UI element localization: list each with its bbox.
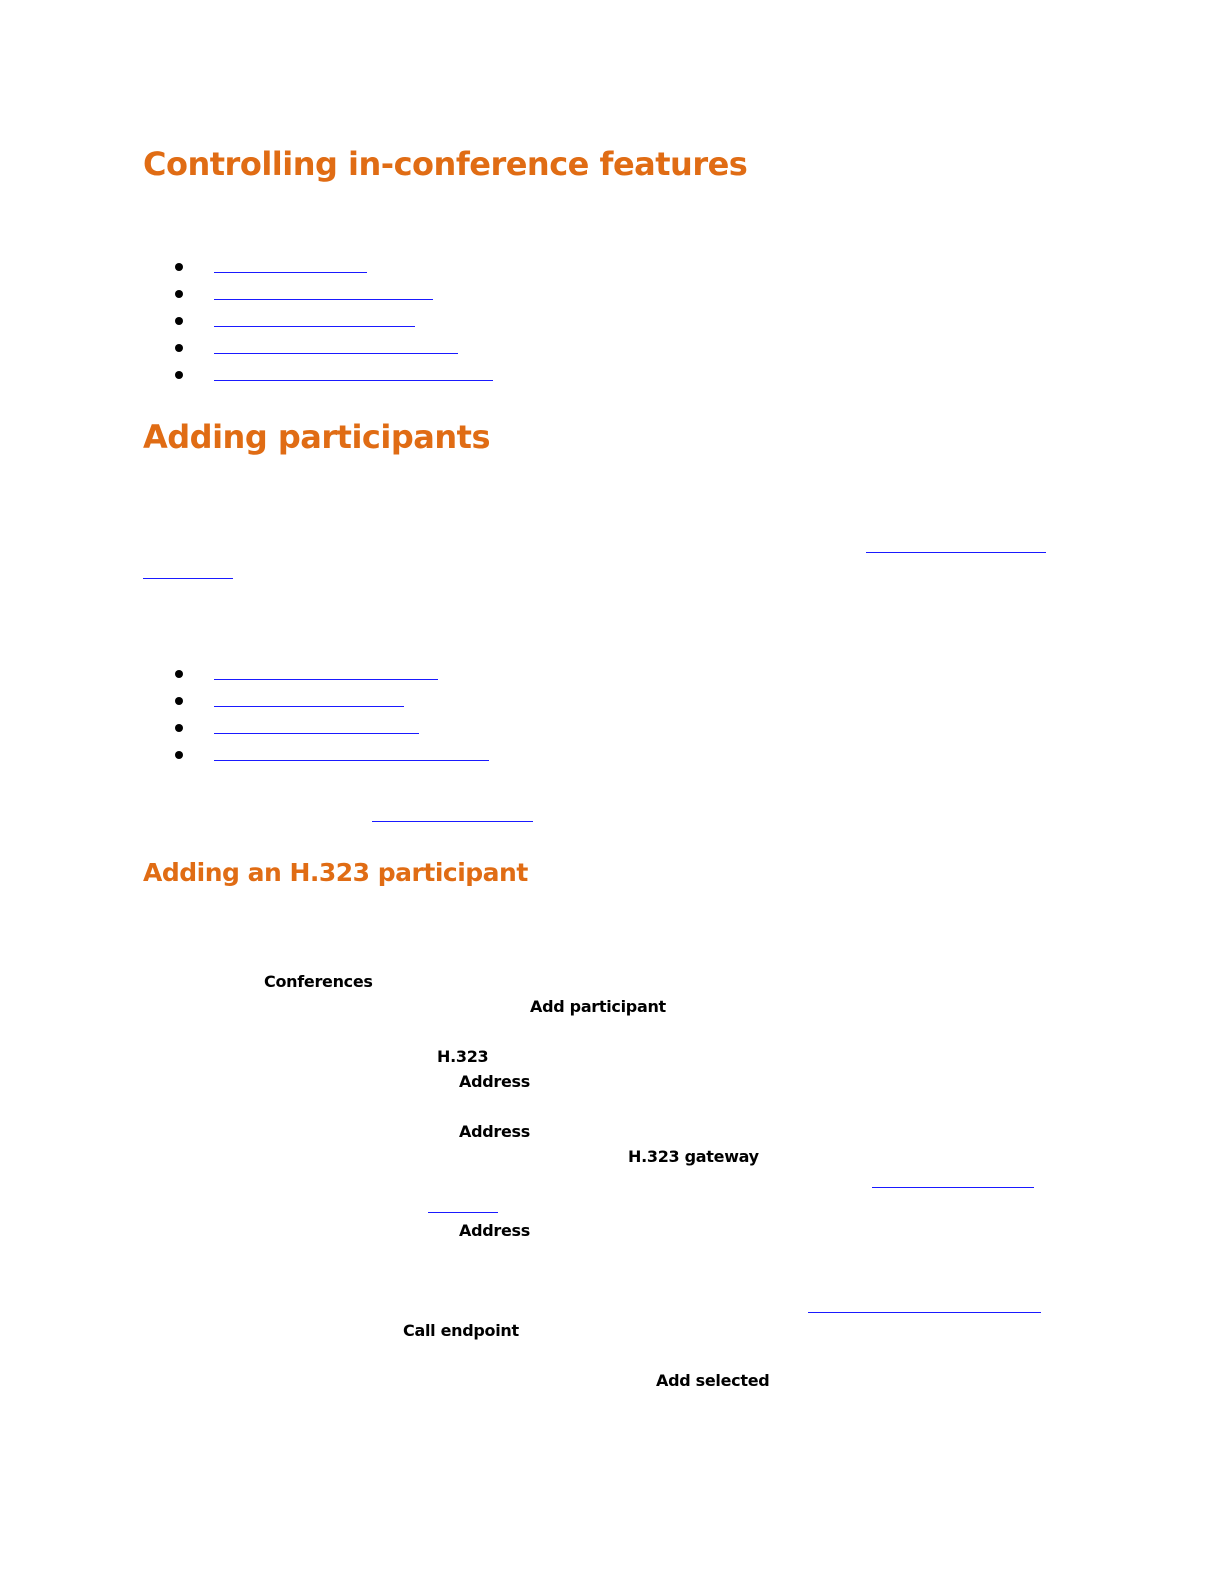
bullet-icon bbox=[175, 371, 183, 379]
toc-link-5[interactable] bbox=[214, 380, 493, 381]
bullet-icon bbox=[175, 344, 183, 352]
inline-link-1[interactable] bbox=[866, 552, 1046, 553]
label-address-2: Address bbox=[459, 1122, 530, 1141]
type-link-2[interactable] bbox=[214, 706, 404, 707]
bullet-icon bbox=[175, 290, 183, 298]
bullet-icon bbox=[175, 670, 183, 678]
bullet-icon bbox=[175, 697, 183, 705]
bullet-icon bbox=[175, 263, 183, 271]
page-title: Controlling in-conference features bbox=[143, 145, 748, 183]
inline-link-1-continued[interactable] bbox=[143, 578, 233, 579]
section-heading-adding-h323: Adding an H.323 participant bbox=[143, 858, 528, 887]
label-h323: H.323 bbox=[437, 1047, 489, 1066]
bullet-icon bbox=[175, 317, 183, 325]
toc-link-4[interactable] bbox=[214, 353, 458, 354]
inline-link-3[interactable] bbox=[872, 1187, 1034, 1188]
inline-link-4[interactable] bbox=[808, 1312, 1041, 1313]
type-link-3[interactable] bbox=[214, 733, 419, 734]
toc-link-3[interactable] bbox=[214, 326, 415, 327]
section-heading-adding-participants: Adding participants bbox=[143, 418, 490, 456]
bullet-icon bbox=[175, 724, 183, 732]
bullet-icon bbox=[175, 751, 183, 759]
inline-link-3-continued[interactable] bbox=[428, 1212, 498, 1213]
toc-link-1[interactable] bbox=[214, 272, 367, 273]
toc-link-2[interactable] bbox=[214, 299, 433, 300]
type-link-1[interactable] bbox=[214, 679, 438, 680]
label-address-1: Address bbox=[459, 1072, 530, 1091]
label-conferences: Conferences bbox=[264, 972, 373, 991]
label-add-participant: Add participant bbox=[530, 997, 666, 1016]
label-add-selected: Add selected bbox=[656, 1371, 770, 1390]
label-call-endpoint: Call endpoint bbox=[403, 1321, 519, 1340]
label-address-3: Address bbox=[459, 1221, 530, 1240]
inline-link-2[interactable] bbox=[372, 821, 533, 822]
type-link-4[interactable] bbox=[214, 760, 489, 761]
label-h323-gateway: H.323 gateway bbox=[628, 1147, 759, 1166]
